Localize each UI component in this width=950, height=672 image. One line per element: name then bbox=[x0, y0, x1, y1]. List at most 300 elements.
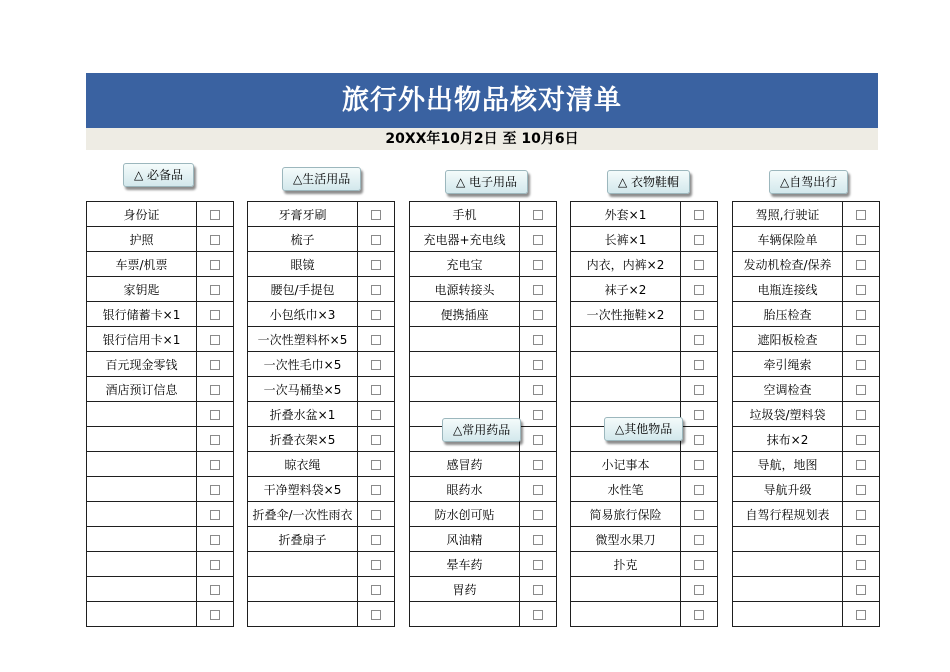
checkbox-icon[interactable] bbox=[371, 310, 381, 320]
checkbox-icon[interactable] bbox=[694, 410, 704, 420]
checkbox-cell bbox=[681, 477, 718, 502]
checkbox-cell bbox=[520, 552, 557, 577]
checklist-row bbox=[733, 277, 880, 302]
checkbox-cell bbox=[358, 552, 395, 577]
checkbox-cell bbox=[358, 352, 395, 377]
checkbox-cell bbox=[843, 577, 880, 602]
item-name: 电源转接头 bbox=[410, 277, 520, 302]
checklist-row bbox=[410, 502, 557, 527]
checklist-row bbox=[248, 577, 395, 602]
checkbox-icon[interactable] bbox=[694, 310, 704, 320]
checklist-row bbox=[733, 352, 880, 377]
checklist-row bbox=[248, 452, 395, 477]
checkbox-icon[interactable] bbox=[856, 210, 866, 220]
item-name: 小包纸巾×3 bbox=[248, 302, 358, 327]
checklist-row bbox=[571, 277, 718, 302]
item-name: 充电宝 bbox=[410, 252, 520, 277]
checkbox-cell bbox=[843, 477, 880, 502]
checkbox-cell bbox=[358, 277, 395, 302]
item-name: 便携插座 bbox=[410, 302, 520, 327]
checkbox-icon[interactable] bbox=[371, 460, 381, 470]
checkbox-cell bbox=[358, 602, 395, 627]
checkbox-cell bbox=[681, 502, 718, 527]
checkbox-icon[interactable] bbox=[856, 485, 866, 495]
checklist-row bbox=[248, 477, 395, 502]
checkbox-icon[interactable] bbox=[533, 335, 543, 345]
checklist-row bbox=[571, 527, 718, 552]
item-name: 车辆保险单 bbox=[733, 227, 843, 252]
date-range: 20XX年10月2日 至 10月6日 bbox=[86, 128, 878, 150]
checkbox-icon[interactable] bbox=[856, 360, 866, 370]
checkbox-icon[interactable] bbox=[694, 260, 704, 270]
item-name: 充电器+充电线 bbox=[410, 227, 520, 252]
checkbox-cell bbox=[197, 252, 234, 277]
item-name: 袜子×2 bbox=[571, 277, 681, 302]
checkbox-icon[interactable] bbox=[533, 510, 543, 520]
checkbox-cell bbox=[681, 277, 718, 302]
item-name: 酒店预订信息 bbox=[87, 377, 197, 402]
checklist-row bbox=[87, 427, 234, 452]
checklist-row bbox=[410, 477, 557, 502]
checklist-row bbox=[733, 577, 880, 602]
checkbox-icon[interactable] bbox=[533, 585, 543, 595]
checklist-row bbox=[733, 402, 880, 427]
checkbox-icon[interactable] bbox=[856, 535, 866, 545]
checkbox-icon[interactable] bbox=[694, 385, 704, 395]
item-name bbox=[87, 527, 197, 552]
checklist-row bbox=[571, 252, 718, 277]
checklist-row bbox=[733, 227, 880, 252]
checkbox-icon[interactable] bbox=[533, 285, 543, 295]
item-name bbox=[571, 577, 681, 602]
category-clothing: △ 衣物鞋帽 bbox=[607, 170, 690, 194]
checkbox-cell bbox=[358, 227, 395, 252]
checkbox-cell bbox=[197, 427, 234, 452]
checklist-row bbox=[410, 352, 557, 377]
checkbox-icon[interactable] bbox=[210, 410, 220, 420]
item-name: 身份证 bbox=[87, 202, 197, 227]
checklist-row bbox=[410, 202, 557, 227]
checkbox-icon[interactable] bbox=[533, 435, 543, 445]
checkbox-icon[interactable] bbox=[856, 385, 866, 395]
checkbox-cell bbox=[197, 527, 234, 552]
checkbox-icon[interactable] bbox=[210, 610, 220, 620]
item-name bbox=[87, 402, 197, 427]
checkbox-icon[interactable] bbox=[533, 610, 543, 620]
checkbox-icon[interactable] bbox=[533, 360, 543, 370]
item-name bbox=[248, 552, 358, 577]
checklist-row bbox=[248, 277, 395, 302]
item-name: 发动机检查/保养 bbox=[733, 252, 843, 277]
checklist-row bbox=[733, 327, 880, 352]
checkbox-icon[interactable] bbox=[371, 260, 381, 270]
checkbox-cell bbox=[843, 327, 880, 352]
checkbox-cell bbox=[197, 327, 234, 352]
checkbox-icon[interactable] bbox=[856, 435, 866, 445]
item-name: 防水创可贴 bbox=[410, 502, 520, 527]
checkbox-icon[interactable] bbox=[856, 585, 866, 595]
item-name: 微型水果刀 bbox=[571, 527, 681, 552]
item-name: 导航，地图 bbox=[733, 452, 843, 477]
checkbox-cell bbox=[520, 252, 557, 277]
item-name: 牙膏牙刷 bbox=[248, 202, 358, 227]
checkbox-cell bbox=[358, 402, 395, 427]
checklist-row bbox=[248, 352, 395, 377]
checklist-row bbox=[571, 452, 718, 477]
item-name bbox=[87, 427, 197, 452]
checklist-row bbox=[410, 252, 557, 277]
checklist-row bbox=[87, 477, 234, 502]
item-name bbox=[410, 327, 520, 352]
checkbox-icon[interactable] bbox=[371, 610, 381, 620]
checkbox-cell bbox=[197, 502, 234, 527]
checklist-row bbox=[410, 302, 557, 327]
checkbox-icon[interactable] bbox=[210, 360, 220, 370]
checkbox-icon[interactable] bbox=[210, 585, 220, 595]
checklist-row bbox=[87, 327, 234, 352]
checkbox-cell bbox=[843, 302, 880, 327]
checkbox-icon[interactable] bbox=[533, 535, 543, 545]
checkbox-icon[interactable] bbox=[533, 410, 543, 420]
item-name: 胎压检查 bbox=[733, 302, 843, 327]
checkbox-icon[interactable] bbox=[856, 310, 866, 320]
checkbox-cell bbox=[520, 502, 557, 527]
checkbox-cell bbox=[197, 352, 234, 377]
checkbox-icon[interactable] bbox=[694, 235, 704, 245]
checkbox-cell bbox=[681, 427, 718, 452]
checkbox-icon[interactable] bbox=[856, 235, 866, 245]
checkbox-cell bbox=[843, 202, 880, 227]
checkbox-icon[interactable] bbox=[371, 560, 381, 570]
checkbox-icon[interactable] bbox=[856, 560, 866, 570]
checklist-row bbox=[733, 252, 880, 277]
item-name: 晕车药 bbox=[410, 552, 520, 577]
checkbox-icon[interactable] bbox=[210, 510, 220, 520]
checklist-table bbox=[86, 201, 234, 627]
checkbox-cell bbox=[197, 452, 234, 477]
checklist-row bbox=[733, 202, 880, 227]
item-name: 折叠水盆×1 bbox=[248, 402, 358, 427]
item-name: 遮阳板检查 bbox=[733, 327, 843, 352]
checklist-row bbox=[410, 577, 557, 602]
checklist-row bbox=[410, 602, 557, 627]
item-name: 简易旅行保险 bbox=[571, 502, 681, 527]
checklist-row bbox=[571, 477, 718, 502]
checkbox-icon[interactable] bbox=[371, 360, 381, 370]
checkbox-icon[interactable] bbox=[533, 235, 543, 245]
checklist-table bbox=[409, 201, 557, 627]
item-name bbox=[571, 602, 681, 627]
item-name bbox=[248, 577, 358, 602]
checkbox-icon[interactable] bbox=[694, 585, 704, 595]
checkbox-cell bbox=[843, 277, 880, 302]
checkbox-icon[interactable] bbox=[856, 510, 866, 520]
checkbox-cell bbox=[197, 277, 234, 302]
checklist-row bbox=[410, 552, 557, 577]
checkbox-icon[interactable] bbox=[371, 535, 381, 545]
item-name: 感冒药 bbox=[410, 452, 520, 477]
checkbox-icon[interactable] bbox=[856, 460, 866, 470]
checkbox-cell bbox=[681, 227, 718, 252]
item-name: 一次马桶垫×5 bbox=[248, 377, 358, 402]
checkbox-cell bbox=[520, 352, 557, 377]
checkbox-icon[interactable] bbox=[210, 535, 220, 545]
checkbox-icon[interactable] bbox=[694, 485, 704, 495]
item-name: 车票/机票 bbox=[87, 252, 197, 277]
checklist-row bbox=[248, 402, 395, 427]
item-name: 牵引绳索 bbox=[733, 352, 843, 377]
checklist-row bbox=[733, 427, 880, 452]
checklist-row bbox=[87, 502, 234, 527]
checkbox-icon[interactable] bbox=[533, 210, 543, 220]
checklist-row bbox=[87, 277, 234, 302]
checklist-selfdrive bbox=[732, 201, 878, 627]
item-name: 折叠扇子 bbox=[248, 527, 358, 552]
checklist-row bbox=[571, 502, 718, 527]
checkbox-icon[interactable] bbox=[210, 435, 220, 445]
item-name: 驾照,行驶证 bbox=[733, 202, 843, 227]
checkbox-icon[interactable] bbox=[371, 485, 381, 495]
checklist-row bbox=[248, 502, 395, 527]
checkbox-cell bbox=[520, 452, 557, 477]
item-name bbox=[87, 552, 197, 577]
item-name bbox=[87, 452, 197, 477]
checkbox-icon[interactable] bbox=[533, 560, 543, 570]
checkbox-cell bbox=[843, 602, 880, 627]
category-medicine: △常用药品 bbox=[442, 418, 521, 442]
checkbox-cell bbox=[520, 277, 557, 302]
checklist-row bbox=[87, 602, 234, 627]
checkbox-icon[interactable] bbox=[694, 285, 704, 295]
checkbox-cell bbox=[681, 552, 718, 577]
checkbox-cell bbox=[358, 502, 395, 527]
item-name: 家钥匙 bbox=[87, 277, 197, 302]
item-name: 内衣，内裤×2 bbox=[571, 252, 681, 277]
checklist-row bbox=[733, 302, 880, 327]
checkbox-icon[interactable] bbox=[371, 285, 381, 295]
checkbox-icon[interactable] bbox=[694, 335, 704, 345]
checklist-row bbox=[733, 502, 880, 527]
checkbox-cell bbox=[358, 477, 395, 502]
item-name: 自驾行程规划表 bbox=[733, 502, 843, 527]
category-essentials: △ 必备品 bbox=[123, 163, 194, 187]
checkbox-cell bbox=[843, 402, 880, 427]
item-name: 小记事本 bbox=[571, 452, 681, 477]
checklist-row bbox=[733, 602, 880, 627]
checklist-row bbox=[410, 527, 557, 552]
checklist-row bbox=[87, 227, 234, 252]
checkbox-icon[interactable] bbox=[694, 460, 704, 470]
item-name: 梳子 bbox=[248, 227, 358, 252]
checkbox-icon[interactable] bbox=[694, 560, 704, 570]
item-name bbox=[87, 577, 197, 602]
category-other: △其他物品 bbox=[604, 417, 683, 441]
checkbox-icon[interactable] bbox=[371, 385, 381, 395]
checkbox-cell bbox=[681, 302, 718, 327]
checklist-table bbox=[570, 201, 718, 627]
checkbox-icon[interactable] bbox=[210, 335, 220, 345]
checkbox-icon[interactable] bbox=[856, 410, 866, 420]
item-name bbox=[410, 377, 520, 402]
checklist-table bbox=[732, 201, 880, 627]
item-name: 护照 bbox=[87, 227, 197, 252]
checkbox-cell bbox=[520, 427, 557, 452]
checkbox-icon[interactable] bbox=[533, 260, 543, 270]
checklist-row bbox=[87, 202, 234, 227]
checkbox-cell bbox=[843, 377, 880, 402]
checkbox-icon[interactable] bbox=[694, 210, 704, 220]
checklist-row bbox=[87, 552, 234, 577]
checklist-row bbox=[248, 327, 395, 352]
checkbox-cell bbox=[197, 402, 234, 427]
checkbox-cell bbox=[520, 227, 557, 252]
checkbox-cell bbox=[843, 552, 880, 577]
checkbox-cell bbox=[358, 302, 395, 327]
checklist-row bbox=[733, 527, 880, 552]
checkbox-cell bbox=[681, 377, 718, 402]
checkbox-cell bbox=[197, 477, 234, 502]
checkbox-cell bbox=[197, 577, 234, 602]
checkbox-cell bbox=[681, 352, 718, 377]
item-name bbox=[87, 502, 197, 527]
checklist-row bbox=[571, 202, 718, 227]
checkbox-icon[interactable] bbox=[371, 210, 381, 220]
item-name: 手机 bbox=[410, 202, 520, 227]
checkbox-icon[interactable] bbox=[533, 310, 543, 320]
category-selfdrive: △自驾出行 bbox=[769, 170, 848, 194]
checkbox-cell bbox=[520, 202, 557, 227]
checkbox-cell bbox=[358, 427, 395, 452]
item-name: 外套×1 bbox=[571, 202, 681, 227]
item-name bbox=[571, 377, 681, 402]
checkbox-icon[interactable] bbox=[533, 460, 543, 470]
checkbox-icon[interactable] bbox=[371, 410, 381, 420]
checkbox-cell bbox=[197, 227, 234, 252]
checkbox-icon[interactable] bbox=[533, 485, 543, 495]
checkbox-cell bbox=[681, 252, 718, 277]
checklist-row bbox=[87, 577, 234, 602]
checklist-row bbox=[248, 552, 395, 577]
checklist-row bbox=[571, 552, 718, 577]
checkbox-cell bbox=[843, 427, 880, 452]
item-name: 导航升级 bbox=[733, 477, 843, 502]
item-name bbox=[733, 602, 843, 627]
checklist-row bbox=[733, 477, 880, 502]
checkbox-icon[interactable] bbox=[210, 560, 220, 570]
checkbox-cell bbox=[520, 527, 557, 552]
checkbox-icon[interactable] bbox=[210, 385, 220, 395]
checkbox-icon[interactable] bbox=[371, 510, 381, 520]
item-name bbox=[87, 602, 197, 627]
checklist-row bbox=[248, 602, 395, 627]
checkbox-icon[interactable] bbox=[694, 510, 704, 520]
checkbox-cell bbox=[843, 527, 880, 552]
checklist-row bbox=[571, 227, 718, 252]
checkbox-cell bbox=[843, 352, 880, 377]
checklist-row bbox=[87, 527, 234, 552]
page-title: 旅行外出物品核对清单 bbox=[86, 73, 878, 128]
checkbox-icon[interactable] bbox=[856, 610, 866, 620]
checkbox-icon[interactable] bbox=[533, 385, 543, 395]
checkbox-cell bbox=[520, 327, 557, 352]
checkbox-cell bbox=[681, 402, 718, 427]
item-name bbox=[571, 327, 681, 352]
item-name: 水性笔 bbox=[571, 477, 681, 502]
category-daily: △生活用品 bbox=[282, 167, 361, 191]
checklist-row bbox=[248, 427, 395, 452]
checkbox-icon[interactable] bbox=[371, 435, 381, 445]
checkbox-cell bbox=[843, 252, 880, 277]
checkbox-cell bbox=[520, 577, 557, 602]
checkbox-icon[interactable] bbox=[856, 260, 866, 270]
checklist-row bbox=[410, 327, 557, 352]
item-name: 一次性拖鞋×2 bbox=[571, 302, 681, 327]
checkbox-cell bbox=[358, 452, 395, 477]
checklist-essentials bbox=[86, 201, 232, 627]
item-name: 抹布×2 bbox=[733, 427, 843, 452]
checkbox-icon[interactable] bbox=[694, 610, 704, 620]
item-name: 晾衣绳 bbox=[248, 452, 358, 477]
item-name bbox=[248, 602, 358, 627]
checkbox-icon[interactable] bbox=[694, 360, 704, 370]
checkbox-icon[interactable] bbox=[210, 310, 220, 320]
checklist-table bbox=[247, 201, 395, 627]
checkbox-icon[interactable] bbox=[371, 585, 381, 595]
item-name bbox=[571, 352, 681, 377]
checkbox-icon[interactable] bbox=[210, 260, 220, 270]
checklist-row bbox=[87, 352, 234, 377]
checklist-row bbox=[248, 377, 395, 402]
checkbox-cell bbox=[197, 602, 234, 627]
checklist-row bbox=[87, 452, 234, 477]
checkbox-icon[interactable] bbox=[694, 535, 704, 545]
checkbox-icon[interactable] bbox=[210, 235, 220, 245]
item-name: 胃药 bbox=[410, 577, 520, 602]
category-electronics: △ 电子用品 bbox=[445, 170, 528, 194]
checklist-row bbox=[733, 377, 880, 402]
checkbox-icon[interactable] bbox=[210, 460, 220, 470]
checkbox-icon[interactable] bbox=[694, 435, 704, 445]
item-name: 腰包/手提包 bbox=[248, 277, 358, 302]
checklist-row bbox=[248, 227, 395, 252]
checkbox-icon[interactable] bbox=[856, 335, 866, 345]
checklist-row bbox=[410, 277, 557, 302]
checklist-row bbox=[87, 252, 234, 277]
item-name: 长裤×1 bbox=[571, 227, 681, 252]
checklist-row bbox=[248, 302, 395, 327]
checkbox-icon[interactable] bbox=[856, 285, 866, 295]
checkbox-cell bbox=[681, 602, 718, 627]
checklist-row bbox=[248, 202, 395, 227]
checkbox-icon[interactable] bbox=[210, 285, 220, 295]
checklist-row bbox=[571, 602, 718, 627]
checkbox-icon[interactable] bbox=[371, 235, 381, 245]
checkbox-cell bbox=[843, 227, 880, 252]
checklist-row bbox=[571, 302, 718, 327]
checklist-row bbox=[248, 252, 395, 277]
checkbox-cell bbox=[197, 552, 234, 577]
item-name bbox=[733, 552, 843, 577]
item-name: 一次性毛巾×5 bbox=[248, 352, 358, 377]
checkbox-icon[interactable] bbox=[371, 335, 381, 345]
checkbox-cell bbox=[358, 577, 395, 602]
checklist-row bbox=[87, 302, 234, 327]
item-name: 折叠衣架×5 bbox=[248, 427, 358, 452]
checkbox-icon[interactable] bbox=[210, 210, 220, 220]
checkbox-icon[interactable] bbox=[210, 485, 220, 495]
item-name bbox=[733, 527, 843, 552]
item-name: 眼药水 bbox=[410, 477, 520, 502]
